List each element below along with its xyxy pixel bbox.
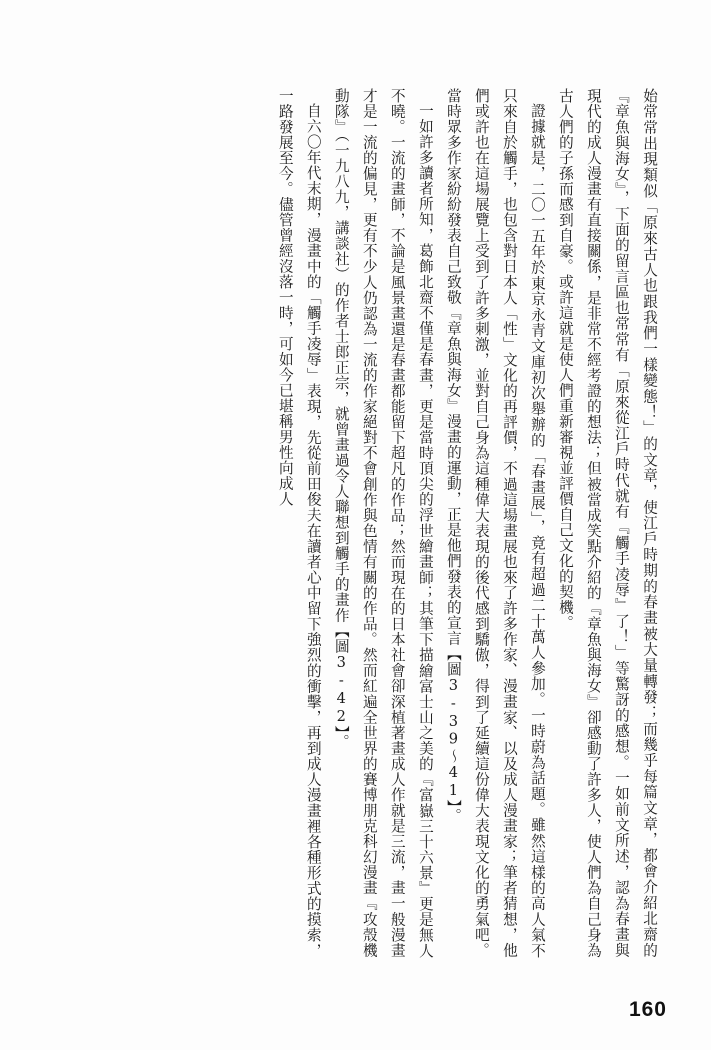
paragraph-1: 始常常出現類似「原來古人也跟我們一樣變態！」的文章，使江戶時期的春畫被大量轉發；而幾乎每篇文章，都會介紹北齋的『章魚與海女』，下面的留言區也常常有「原來從江戶時代就有『觸手凌辱』了！」等驚訝的感想。一如前文所述，認為春畫與現代的成人漫畫有直接關係，是非常不經考證的想法；但被當成笑點介紹的『章魚與海女』卻感動了許多人，使人們為自己身為古人們的子孫而感到自豪。或許這就是使人們重新審視並評價自己文化的契機。 bbox=[556, 88, 658, 958]
paragraph-2: 證據就是，二〇一五年於東京永青文庫初次舉辦的「春畫展」，竟有超過二十萬人參加。一時蔚為話題。雖然這樣的高人氣不只來自於觸手，也包含對日本人「性」文化的再評價，不過這場畫展也來了許多作家、漫畫家、以及成人漫畫家；筆者猜想，他們或許也在這場展覽上受到了許多刺激，並對自己身為這種偉大表現的後代感到驕傲，得到了延續這份偉大表現文化的勇氣吧。當時眾多作家紛紛發表自己致敬『章魚與海女』漫畫的運動，正是他們發表的宣言【圖3-39〜41】。 bbox=[444, 88, 546, 958]
body-text-vertical bbox=[58, 88, 663, 958]
page-number: 160 bbox=[628, 998, 667, 1021]
paragraph-4: 自六〇年代末期，漫畫中的「觸手凌辱」表現，先從前田俊夫在讀者心中留下強烈的衝擊，再到成人漫畫裡各種形式的摸索，一路發展至今。儘管曾經沒落一時，可如今已堪稱男性向成人 bbox=[276, 88, 322, 958]
paragraph-3: 一如許多讀者所知，葛飾北齋不僅是春畫，更是當時頂尖的浮世繪畫師；其筆下描繪富士山之美的『富嶽三十六景』更是無人不曉。一流的畫師，不論是風景畫還是春畫都能留下超凡的作品；然而現在的日本社會卻深植著畫成人作就是三流，畫一般漫畫才是一流的偏見，更有不少人仍認為一流的作家絕對不會創作與色情有關的作品。然而紅遍全世界的賽博朋克科幻漫畫『攻殼機動隊』（一九八九，講談社）的作者士郎正宗，就曾畫過令人聯想到觸手的畫作【圖3-42】。 bbox=[332, 88, 434, 958]
